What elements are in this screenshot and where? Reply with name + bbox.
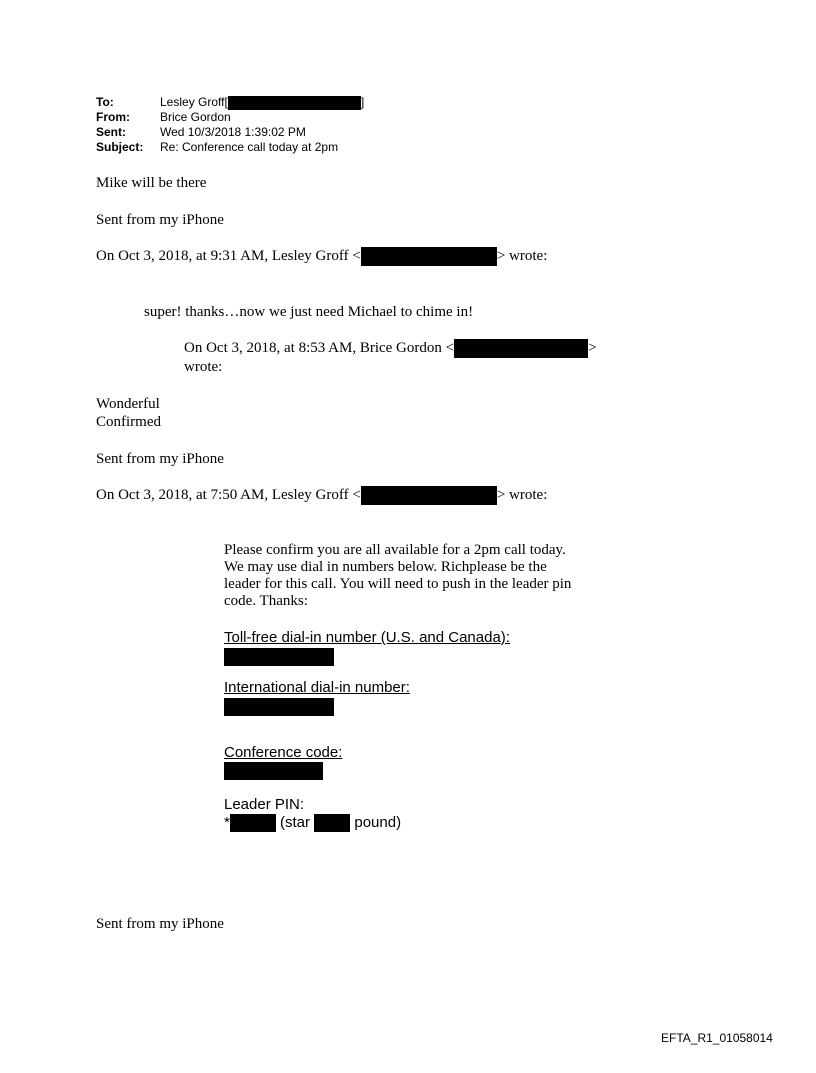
conference-code-label: Conference code: (224, 744, 343, 761)
tollfree-label: Toll-free dial-in number (U.S. and Canada): (224, 629, 510, 646)
to-row (96, 95, 364, 110)
pin-end: pound) (354, 814, 402, 831)
reply1-body: Mike will be there (96, 175, 207, 191)
reply2-body: super! thanks…now we just need Michael to chime in! (144, 304, 474, 320)
international-label: International dial-in number: (224, 679, 410, 696)
redaction-block (361, 486, 497, 505)
pin-mid: (star (280, 814, 311, 831)
redaction-block (314, 814, 350, 832)
email-header (96, 95, 364, 155)
redaction-block (224, 698, 334, 716)
body-line: Please confirm you are all available for a 2pm call today. (224, 542, 566, 558)
body-line: leader for this call. You will need to push in the leader pin (224, 576, 572, 592)
reply3-line1: Wonderful (96, 396, 160, 412)
original-body (224, 542, 624, 610)
reply1-quote-header (96, 247, 547, 266)
body-line: code. Thanks: (224, 593, 308, 609)
quote-wrote: wrote: (184, 359, 223, 376)
quote-suffix: > (588, 340, 597, 356)
leader-pin-value (224, 814, 401, 832)
sent-label: Sent: (96, 125, 126, 139)
original-signature: Sent from my iPhone (96, 916, 224, 932)
leader-pin-label: Leader PIN: (224, 796, 305, 813)
quote-prefix: On Oct 3, 2018, at 8:53 AM, Brice Gordon < (184, 340, 455, 356)
pin-star: * (224, 814, 230, 831)
to-label: To: (96, 95, 114, 109)
subject-label: Subject: (96, 140, 144, 154)
reply1-signature: Sent from my iPhone (96, 212, 224, 228)
redaction-block (230, 814, 276, 832)
document-id: EFTA_R1_01058014 (661, 1031, 773, 1045)
quote-prefix: On Oct 3, 2018, at 9:31 AM, Lesley Groff < (96, 248, 361, 264)
redaction-block (228, 96, 361, 110)
to-value (160, 95, 364, 110)
sent-row (96, 125, 364, 140)
quote-suffix: > wrote: (496, 248, 548, 264)
subject-value: Re: Conference call today at 2pm (160, 140, 339, 154)
redaction-block (224, 762, 323, 780)
from-value: Brice Gordon (160, 110, 231, 124)
to-close: ] (360, 95, 365, 109)
reply3-quote-header (96, 486, 547, 505)
reply2-quote-header (184, 339, 634, 377)
reply3-line2: Confirmed (96, 414, 161, 430)
to-name: Lesley Groff[ (160, 95, 228, 109)
redaction-block (361, 247, 497, 266)
quote-suffix: > wrote: (496, 487, 548, 503)
subject-row (96, 140, 364, 155)
redaction-block (224, 648, 334, 666)
redaction-block (454, 339, 588, 358)
quote-prefix: On Oct 3, 2018, at 7:50 AM, Lesley Groff < (96, 487, 361, 503)
body-line: We may use dial in numbers below. Richplease be the (224, 559, 547, 575)
from-row (96, 110, 364, 125)
sent-value: Wed 10/3/2018 1:39:02 PM (160, 125, 306, 139)
from-label: From: (96, 110, 130, 124)
reply3-signature: Sent from my iPhone (96, 451, 224, 467)
